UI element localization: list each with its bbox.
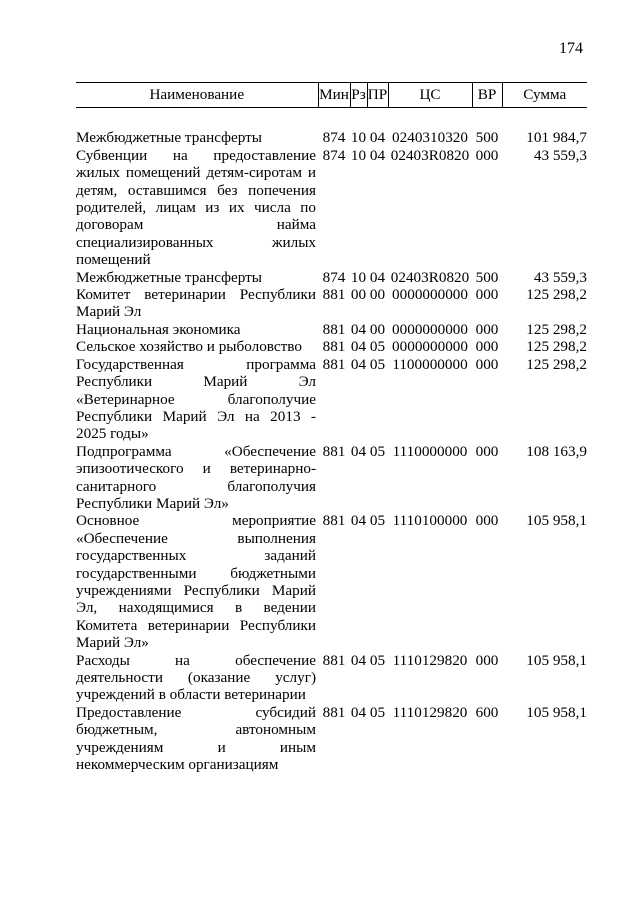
table-row <box>76 147 587 269</box>
header-rz: Рз <box>350 83 367 108</box>
table-row <box>76 338 587 355</box>
row-name: Предоставление субсидий бюджетным, автономным учреждениям и иным некоммерческим организациям <box>76 703 316 774</box>
page-number: 174 <box>559 40 583 57</box>
table-row <box>76 443 587 513</box>
row-pr: 05 <box>369 355 386 373</box>
row-vr: 000 <box>475 512 499 530</box>
row-name: Государственная программа Республики Марий Эл «Ветеринарное благополучие Республики Марий Эл на 2013 - 2025 годы» <box>76 355 316 443</box>
row-min: 881 <box>322 355 346 373</box>
row-name: Национальная экономика <box>76 320 241 338</box>
table-row <box>76 286 587 321</box>
header-cs: ЦС <box>388 83 472 108</box>
row-pr: 04 <box>369 129 386 147</box>
row-rz: 04 <box>350 512 367 530</box>
row-pr: 05 <box>369 651 386 669</box>
row-min: 874 <box>322 129 346 147</box>
row-cs: 0240310320 <box>392 129 468 147</box>
row-sum: 125 298,2 <box>526 320 587 338</box>
table-row <box>76 129 587 146</box>
row-pr: 04 <box>369 146 386 164</box>
header-sum: Сумма <box>502 83 587 108</box>
row-pr: 05 <box>369 338 386 356</box>
table-header-row <box>76 83 587 108</box>
row-sum: 108 163,9 <box>526 442 587 460</box>
row-cs: 1110129820 <box>392 703 468 721</box>
row-rz: 04 <box>350 651 367 669</box>
row-cs: 0000000000 <box>392 338 468 356</box>
row-cs: 1110129820 <box>392 651 468 669</box>
row-rz: 00 <box>350 286 367 304</box>
row-vr: 600 <box>475 703 499 721</box>
row-sum: 43 559,3 <box>533 268 587 286</box>
row-name: Комитет ветеринарии Республики Марий Эл <box>76 286 316 321</box>
row-cs: 1100000000 <box>392 355 468 373</box>
table-row <box>76 652 587 704</box>
row-vr: 000 <box>475 338 499 356</box>
row-cs: 1110000000 <box>392 442 468 460</box>
row-cs: 0000000000 <box>392 286 468 304</box>
row-sum: 105 958,1 <box>526 651 587 669</box>
row-vr: 000 <box>475 355 499 373</box>
row-min: 874 <box>322 268 346 286</box>
row-pr: 00 <box>369 286 386 304</box>
row-name: Сельское хозяйство и рыболовство <box>76 338 302 356</box>
row-vr: 500 <box>475 268 499 286</box>
row-vr: 000 <box>475 320 499 338</box>
row-vr: 500 <box>475 129 499 147</box>
row-sum: 125 298,2 <box>526 355 587 373</box>
row-sum: 105 958,1 <box>526 703 587 721</box>
row-sum: 125 298,2 <box>526 338 587 356</box>
row-sum: 43 559,3 <box>533 146 587 164</box>
row-vr: 000 <box>475 651 499 669</box>
row-name: Субвенции на предоставление жилых помещений детям-сиротам и детям, оставшимся без попечения родителей, лицам из их числа по договорам найма специализированных жилых помещений <box>76 146 316 269</box>
budget-table <box>76 82 587 773</box>
row-min: 881 <box>322 338 346 356</box>
row-rz: 04 <box>350 703 367 721</box>
row-vr: 000 <box>475 442 499 460</box>
row-name: Расходы на обеспечение деятельности (оказание услуг) учреждений в области ветеринарии <box>76 651 316 704</box>
row-sum: 105 958,1 <box>526 512 587 530</box>
row-min: 881 <box>322 442 346 460</box>
row-sum: 101 984,7 <box>526 129 587 147</box>
row-min: 874 <box>322 146 346 164</box>
table-spacer-row <box>76 108 587 130</box>
header-pr: ПР <box>367 83 388 108</box>
table-row <box>76 704 587 774</box>
row-min: 881 <box>322 651 346 669</box>
header-min: Мин <box>318 83 350 108</box>
row-rz: 04 <box>350 338 367 356</box>
row-name: Основное мероприятие «Обеспечение выполнения государственных заданий государственными бюджетными учреждениями Республики Марий Эл, находящимися в ведении Комитета ветеринарии Республики Марий Эл» <box>76 512 316 652</box>
row-rz: 04 <box>350 355 367 373</box>
row-vr: 000 <box>475 286 499 304</box>
row-min: 881 <box>322 320 346 338</box>
row-pr: 05 <box>369 703 386 721</box>
row-name: Межбюджетные трансферты <box>76 129 262 147</box>
row-min: 881 <box>322 286 346 304</box>
row-pr: 05 <box>369 442 386 460</box>
row-pr: 04 <box>369 268 386 286</box>
row-name: Подпрограмма «Обеспечение эпизоотического и ветеринарно-санитарного благополучия Республики Марий Эл» <box>76 442 316 512</box>
row-vr: 000 <box>475 146 499 164</box>
row-rz: 10 <box>350 268 367 286</box>
row-cs: 0000000000 <box>392 320 468 338</box>
row-rz: 10 <box>350 146 367 164</box>
header-name: Наименование <box>76 83 318 108</box>
row-sum: 125 298,2 <box>526 286 587 304</box>
row-min: 881 <box>322 703 346 721</box>
row-cs: 02403R0820 <box>390 268 470 286</box>
row-name: Межбюджетные трансферты <box>76 268 262 286</box>
row-pr: 00 <box>369 320 386 338</box>
row-cs: 02403R0820 <box>390 146 470 164</box>
table-row <box>76 512 587 651</box>
row-min: 881 <box>322 512 346 530</box>
table-row <box>76 356 587 443</box>
table-row <box>76 269 587 286</box>
row-rz: 10 <box>350 129 367 147</box>
row-cs: 1110100000 <box>392 512 468 530</box>
table-row <box>76 321 587 338</box>
header-vr: ВР <box>472 83 502 108</box>
row-rz: 04 <box>350 442 367 460</box>
row-pr: 05 <box>369 512 386 530</box>
row-rz: 04 <box>350 320 367 338</box>
